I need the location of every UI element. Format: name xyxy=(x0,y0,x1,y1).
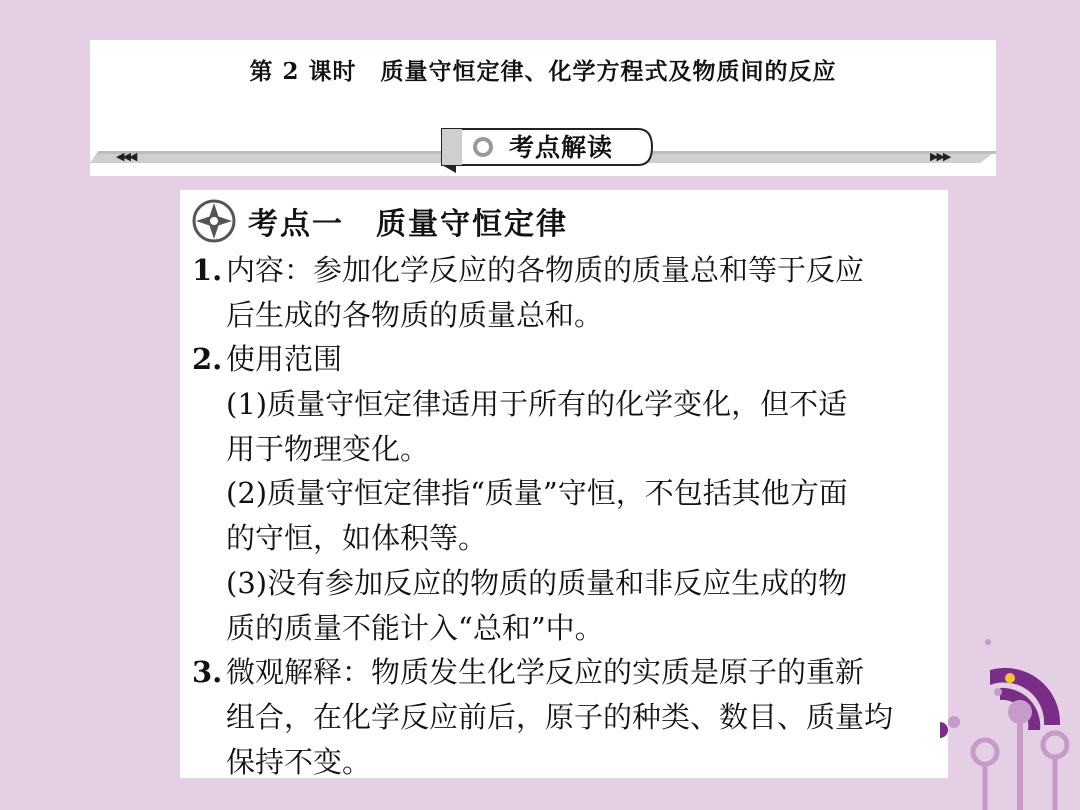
line-text: 质的质量不能计入“总和”中。 xyxy=(226,610,604,645)
line-text: 的守恒，如体积等。 xyxy=(226,521,488,556)
line-text: 微观解释：物质发生化学反应的实质是原子的重新 xyxy=(226,655,865,690)
line-text: (1)质量守恒定律适用于所有的化学变化，但不适 xyxy=(226,387,848,422)
content-panel xyxy=(180,190,948,778)
text-line xyxy=(192,337,944,382)
text-line xyxy=(192,650,944,695)
line-text: 组合，在化学反应前后，原子的种类、数目、质量均 xyxy=(226,699,894,734)
item-number: 1. xyxy=(192,253,223,287)
text-line xyxy=(192,471,944,516)
text-line xyxy=(192,606,944,651)
text-line xyxy=(192,695,944,740)
line-text: 后生成的各物质的质量总和。 xyxy=(226,297,604,332)
line-text: (3)没有参加反应的物质的质量和非反应生成的物 xyxy=(226,565,848,600)
header-banner xyxy=(90,40,996,176)
line-text: 内容：参加化学反应的各物质的质量总和等于反应 xyxy=(226,253,865,287)
text-line xyxy=(192,516,944,561)
text-line xyxy=(192,248,944,293)
ribbon-label: 考点解读 xyxy=(509,133,614,162)
body-text xyxy=(192,248,944,784)
text-line xyxy=(192,427,944,472)
line-text: 使用范围 xyxy=(226,342,343,377)
lesson-title: 第 2 课时 质量守恒定律、化学方程式及物质间的反应 xyxy=(249,58,837,85)
section-heading-text: 考点一 质量守恒定律 xyxy=(248,207,568,242)
left-arrows-icon: ◀◀◀ xyxy=(116,150,136,163)
text-line xyxy=(192,293,944,338)
text-line xyxy=(192,740,944,785)
section-heading xyxy=(192,198,568,244)
line-text: 保持不变。 xyxy=(226,744,372,779)
text-line xyxy=(192,382,944,427)
diamond-compass-icon xyxy=(192,199,236,243)
line-text: (2)质量守恒定律指“质量”守恒，不包括其他方面 xyxy=(226,476,848,511)
line-text: 用于物理变化。 xyxy=(226,431,430,466)
right-arrows-icon: ▶▶▶ xyxy=(930,150,950,163)
text-line xyxy=(192,561,944,606)
decorative-logo-icon xyxy=(940,630,1080,810)
item-number: 2. xyxy=(192,342,223,377)
item-number: 3. xyxy=(192,655,223,690)
